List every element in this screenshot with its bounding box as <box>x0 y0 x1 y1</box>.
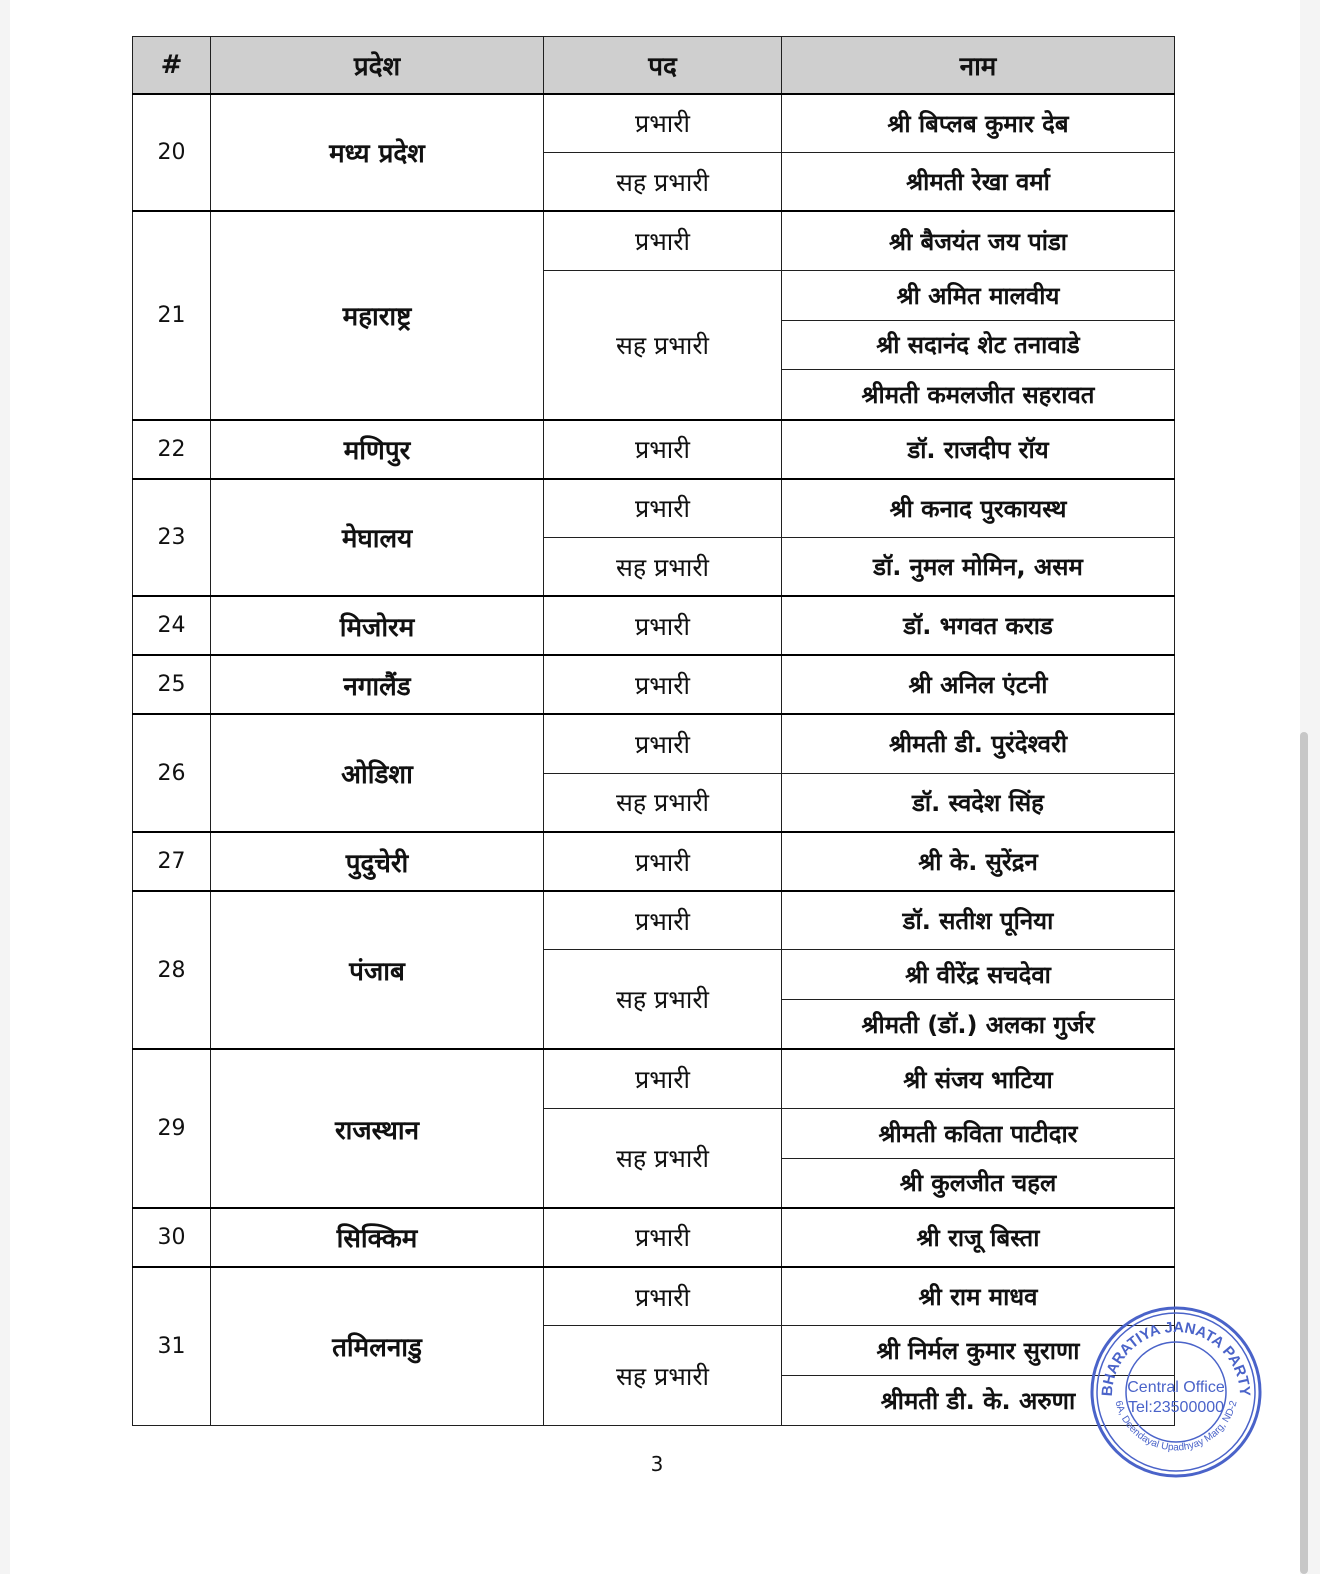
header-state: प्रदेश <box>211 37 544 94</box>
post-prabhari: प्रभारी <box>544 94 782 153</box>
header-post: पद <box>544 37 782 94</box>
table-row <box>133 1267 1175 1326</box>
person-name: डॉ. स्वदेश सिंह <box>782 773 1175 832</box>
post-prabhari: प्रभारी <box>544 1208 782 1267</box>
row-number: 22 <box>133 420 211 479</box>
person-name: श्री बैजयंत जय पांडा <box>782 211 1175 270</box>
post-prabhari: प्रभारी <box>544 891 782 950</box>
row-number: 30 <box>133 1208 211 1267</box>
header-row <box>133 37 1175 94</box>
person-name: श्री के. सुरेंद्रन <box>782 832 1175 891</box>
row-number: 20 <box>133 94 211 212</box>
post-prabhari: प्रभारी <box>544 596 782 655</box>
person-name: श्री कुलजीत चहल <box>782 1158 1175 1208</box>
person-name: श्रीमती डी. पुरंदेश्वरी <box>782 714 1175 773</box>
person-name: डॉ. नुमल मोमिन, असम <box>782 537 1175 596</box>
page-number: 3 <box>650 1452 664 1476</box>
table-row <box>133 94 1175 153</box>
seal-line1: Central Office <box>1127 1379 1225 1396</box>
person-name: श्रीमती कविता पाटीदार <box>782 1108 1175 1158</box>
post-prabhari: प्रभारी <box>544 714 782 773</box>
post-sah-prabhari: सह प्रभारी <box>544 270 782 419</box>
post-sah-prabhari: सह प्रभारी <box>544 773 782 832</box>
table-body <box>133 94 1175 1426</box>
person-name: डॉ. सतीश पूनिया <box>782 891 1175 950</box>
table-row <box>133 596 1175 655</box>
state-name: मध्य प्रदेश <box>211 94 544 212</box>
person-name: श्री अनिल एंटनी <box>782 655 1175 714</box>
row-number: 29 <box>133 1049 211 1207</box>
state-name: मणिपुर <box>211 420 544 479</box>
person-name: श्री वीरेंद्र सचदेवा <box>782 950 1175 1000</box>
table-row <box>133 211 1175 270</box>
person-name: श्रीमती रेखा वर्मा <box>782 152 1175 211</box>
person-name: श्री कनाद पुरकायस्थ <box>782 479 1175 538</box>
table-row <box>133 655 1175 714</box>
table-row <box>133 1049 1175 1108</box>
person-name: श्रीमती (डॉ.) अलका गुर्जर <box>782 1000 1175 1050</box>
table-row <box>133 420 1175 479</box>
prabhari-table <box>132 36 1175 1426</box>
person-name: श्रीमती डी. के. अरुणा <box>782 1376 1175 1426</box>
seal-ring-text: BHARATIYA JANATA PARTY <box>1098 1318 1254 1397</box>
post-sah-prabhari: सह प्रभारी <box>544 950 782 1050</box>
table-row <box>133 479 1175 538</box>
row-number: 27 <box>133 832 211 891</box>
row-number: 23 <box>133 479 211 597</box>
person-name: श्री राम माधव <box>782 1267 1175 1326</box>
person-name: श्री सदानंद शेट तनावाडे <box>782 320 1175 370</box>
table-row <box>133 714 1175 773</box>
post-prabhari: प्रभारी <box>544 1049 782 1108</box>
state-name: राजस्थान <box>211 1049 544 1207</box>
person-name: श्री बिप्लब कुमार देब <box>782 94 1175 153</box>
post-sah-prabhari: सह प्रभारी <box>544 537 782 596</box>
header-name: नाम <box>782 37 1175 94</box>
seal-address-text: 6A, Deendayal Upadhyay Marg, ND-2 <box>1112 1399 1240 1454</box>
post-sah-prabhari: सह प्रभारी <box>544 1108 782 1208</box>
post-sah-prabhari: सह प्रभारी <box>544 152 782 211</box>
state-name: नगालैंड <box>211 655 544 714</box>
header-num: # <box>133 37 211 94</box>
person-name: श्रीमती कमलजीत सहरावत <box>782 370 1175 420</box>
person-name: श्री अमित मालवीय <box>782 270 1175 320</box>
post-prabhari: प्रभारी <box>544 655 782 714</box>
post-sah-prabhari: सह प्रभारी <box>544 1326 782 1426</box>
post-prabhari: प्रभारी <box>544 420 782 479</box>
scrollbar[interactable] <box>1300 732 1308 1574</box>
row-number: 24 <box>133 596 211 655</box>
row-number: 21 <box>133 211 211 419</box>
post-prabhari: प्रभारी <box>544 211 782 270</box>
state-name: पुदुचेरी <box>211 832 544 891</box>
state-name: पंजाब <box>211 891 544 1049</box>
table-row <box>133 1208 1175 1267</box>
state-name: महाराष्ट्र <box>211 211 544 419</box>
post-prabhari: प्रभारी <box>544 479 782 538</box>
person-name: श्री राजू बिस्ता <box>782 1208 1175 1267</box>
row-number: 31 <box>133 1267 211 1426</box>
state-name: सिक्किम <box>211 1208 544 1267</box>
party-seal-stamp <box>1088 1304 1264 1480</box>
state-name: तमिलनाडु <box>211 1267 544 1426</box>
seal-line2: Tel:23500000 <box>1127 1399 1225 1416</box>
person-name: डॉ. भगवत कराड <box>782 596 1175 655</box>
post-prabhari: प्रभारी <box>544 1267 782 1326</box>
row-number: 28 <box>133 891 211 1049</box>
row-number: 26 <box>133 714 211 832</box>
post-prabhari: प्रभारी <box>544 832 782 891</box>
table-row <box>133 891 1175 950</box>
state-name: ओडिशा <box>211 714 544 832</box>
person-name: श्री संजय भाटिया <box>782 1049 1175 1108</box>
person-name: श्री निर्मल कुमार सुराणा <box>782 1326 1175 1376</box>
person-name: डॉ. राजदीप रॉय <box>782 420 1175 479</box>
row-number: 25 <box>133 655 211 714</box>
state-name: मेघालय <box>211 479 544 597</box>
table-row <box>133 832 1175 891</box>
state-name: मिजोरम <box>211 596 544 655</box>
